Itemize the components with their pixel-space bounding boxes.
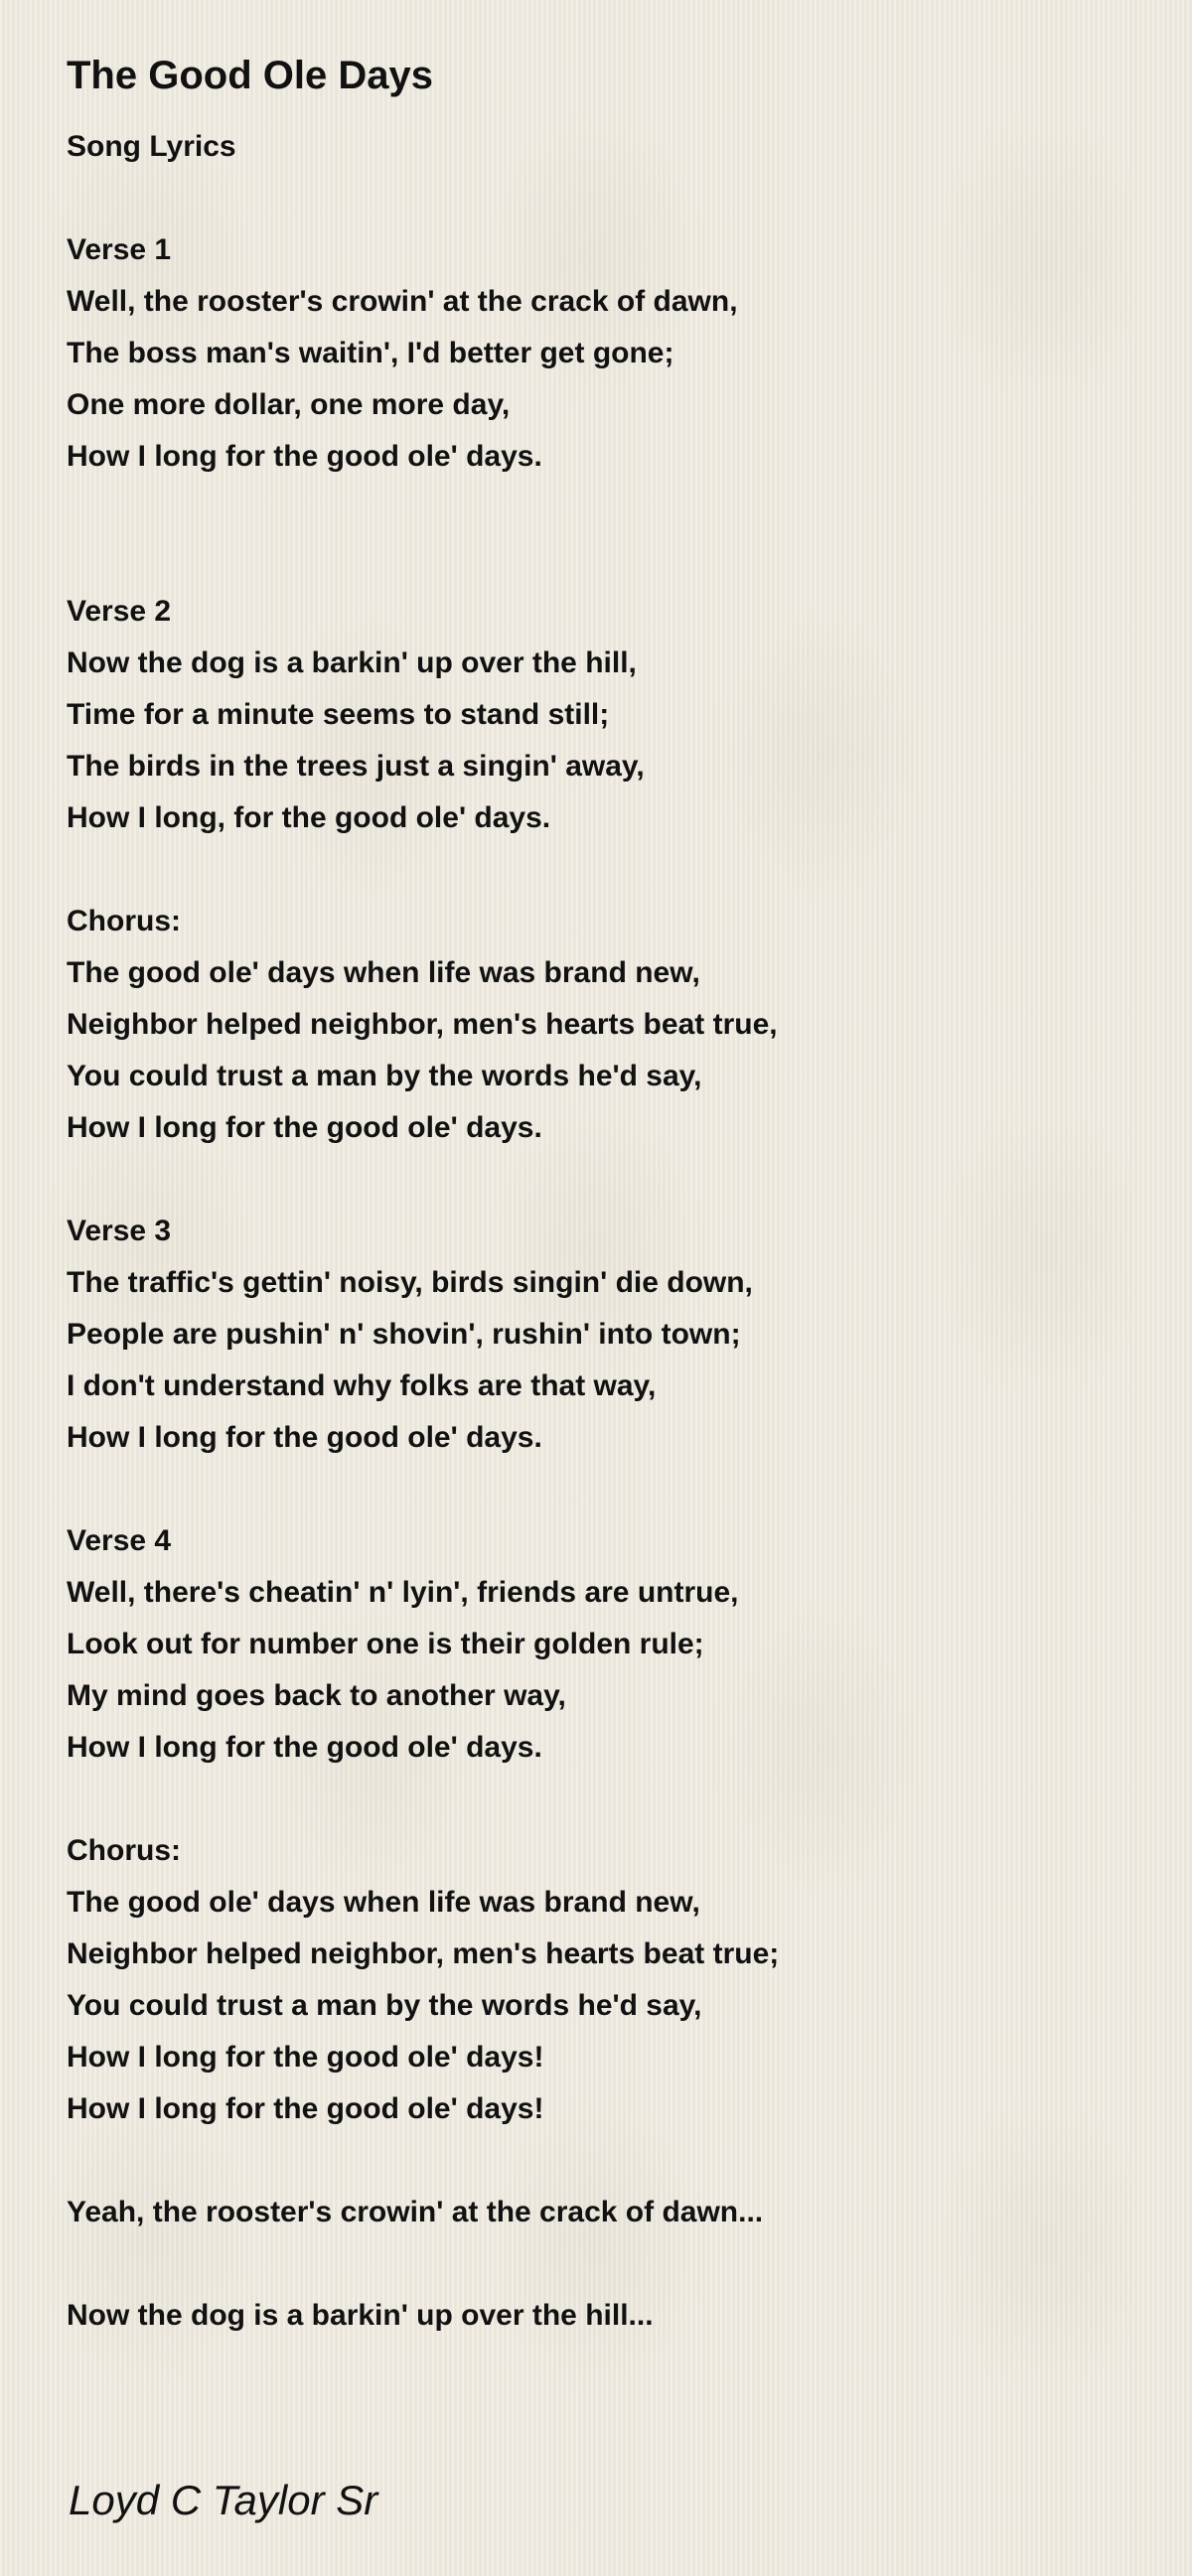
poem-subtitle: Song Lyrics	[67, 130, 236, 163]
lyric-line: The traffic's gettin' noisy, birds singin' die down,	[67, 1266, 753, 1299]
lyric-line: Time for a minute seems to stand still;	[67, 698, 610, 731]
poem-lyrics	[67, 224, 1139, 2342]
lyric-line: You could trust a man by the words he'd say,	[67, 1989, 702, 2022]
lyric-line: How I long for the good ole' days.	[67, 440, 542, 473]
lyric-line: One more dollar, one more day,	[67, 388, 511, 421]
lyric-line: I don't understand why folks are that way,	[67, 1369, 657, 1402]
lyric-line: Neighbor helped neighbor, men's hearts beat true,	[67, 1008, 778, 1041]
lyric-line: Well, there's cheatin' n' lyin', friends are untrue,	[67, 1576, 739, 1609]
lyric-line: The birds in the trees just a singin' away,	[67, 750, 645, 783]
lyric-line: Now the dog is a barkin' up over the hill,	[67, 646, 637, 679]
lyric-line: Chorus:	[67, 1834, 181, 1867]
lyric-line: How I long for the good ole' days!	[67, 2041, 544, 2074]
lyric-line: Well, the rooster's crowin' at the crack of dawn,	[67, 285, 738, 318]
lyric-line: How I long for the good ole' days!	[67, 2092, 544, 2125]
blank-line	[67, 483, 1139, 534]
lyric-line: Neighbor helped neighbor, men's hearts beat true;	[67, 1937, 780, 1970]
lyric-line: The boss man's waitin', I'd better get gone;	[67, 337, 674, 369]
lyric-line: How I long for the good ole' days.	[67, 1111, 542, 1144]
poem-container	[67, 50, 1139, 2342]
lyric-line: How I long, for the good ole' days.	[67, 801, 551, 834]
blank-line	[67, 1154, 1139, 1206]
lyric-line: Verse 2	[67, 595, 172, 628]
blank-line	[67, 844, 1139, 896]
lyric-line: The good ole' days when life was brand new,	[67, 956, 700, 989]
blank-line	[67, 2238, 1139, 2290]
blank-line	[67, 2135, 1139, 2187]
lyric-line: Verse 1	[67, 233, 172, 266]
lyric-line: Yeah, the rooster's crowin' at the crack of dawn...	[67, 2196, 764, 2228]
lyric-line: How I long for the good ole' days.	[67, 1421, 542, 1454]
poem-title: The Good Ole Days	[67, 54, 433, 97]
lyric-line: You could trust a man by the words he'd say,	[67, 1060, 702, 1092]
blank-line	[67, 1464, 1139, 1515]
lyric-line: My mind goes back to another way,	[67, 1679, 566, 1712]
lyric-line: People are pushin' n' shovin', rushin' into town;	[67, 1318, 741, 1351]
poem-author: Loyd C Taylor Sr	[69, 2477, 378, 2523]
lyric-line: How I long for the good ole' days.	[67, 1731, 542, 1764]
lyric-line: Verse 4	[67, 1524, 172, 1557]
lyric-line: Chorus:	[67, 905, 181, 937]
lyric-line: The good ole' days when life was brand new,	[67, 1886, 700, 1919]
lyric-line: Now the dog is a barkin' up over the hill...	[67, 2299, 654, 2332]
blank-line	[67, 1774, 1139, 1825]
lyric-line: Look out for number one is their golden rule;	[67, 1628, 704, 1660]
blank-line	[67, 534, 1139, 586]
lyric-line: Verse 3	[67, 1215, 172, 1247]
